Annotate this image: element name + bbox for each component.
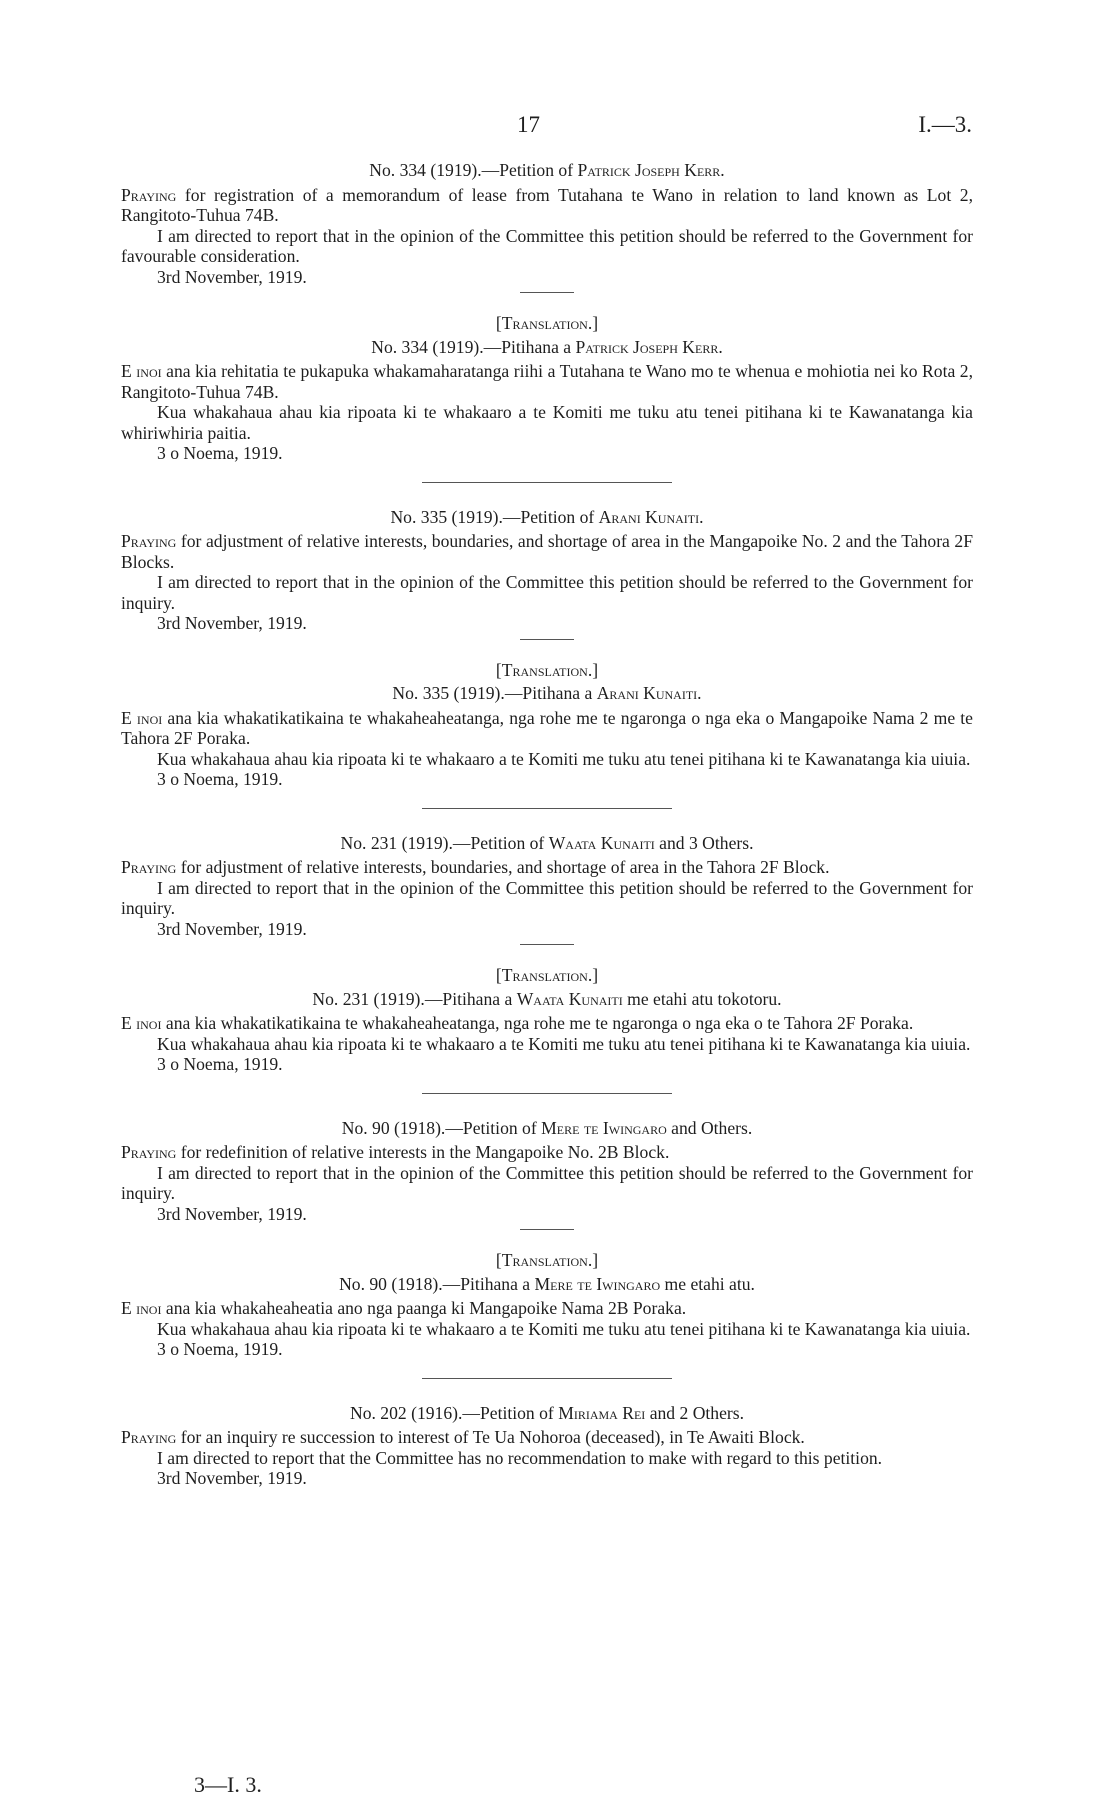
translation-report: Kua whakahaua ahau kia ripoata ki te whakaaro a te Komiti me tuku atu tenei pitihana ki te Kawanatanga kia uiuia. xyxy=(157,748,971,769)
translation-date: 3 o Noema, 1919. xyxy=(157,1054,283,1074)
committee-report: I am directed to report that in the opinion of the Committee this petition should be referred to the Government for inquiry. xyxy=(121,1162,973,1203)
petitions-content xyxy=(121,160,973,1489)
signature-mark: 3—I. 3. xyxy=(194,1772,262,1797)
petition-title: No. 335 (1919).—Petition of Arani Kunaiti. xyxy=(390,506,704,527)
page-number: 17 xyxy=(517,112,540,137)
translation-prayer: E inoi ana kia whakatikatikaina te whakaheaheatanga, nga rohe me te ngaronga o nga eka o Mangapoike Nama 2 me te Tahora 2F Poraka. xyxy=(121,707,973,748)
petition-section xyxy=(121,1118,973,1379)
report-date: 3rd November, 1919. xyxy=(157,266,307,287)
translation-prayer: E inoi ana kia rehitatia te pukapuka whakamaharatanga riihi a Tutahana te Wano mo te whenua e mohiotia nei ko Rota 2, Rangitoto-Tuhua 74B. xyxy=(121,361,973,402)
section-divider xyxy=(422,1378,672,1379)
petition-prayer: Praying for an inquiry re succession to interest of Te Ua Nohoroa (deceased), in Te Awaiti Block. xyxy=(121,1427,805,1447)
committee-report: I am directed to report that the Committee has no recommendation to make with regard to this petition. xyxy=(157,1447,883,1468)
petition-title: No. 202 (1916).—Petition of Miriama Rei and 2 Others. xyxy=(350,1402,744,1423)
short-divider xyxy=(520,1229,574,1230)
translation-report: Kua whakahaua ahau kia ripoata ki te whakaaro a te Komiti me tuku atu tenei pitihana ki te Kawanatanga kia uiuia. xyxy=(157,1033,971,1054)
petition-prayer: Praying for registration of a memorandum of lease from Tutahana te Wano in relation to land known as Lot 2, Rangitoto-Tuhua 74B. xyxy=(121,184,973,225)
petition-title: No. 334 (1919).—Petition of Patrick Joseph Kerr. xyxy=(369,160,725,180)
translation-prayer: E inoi ana kia whakatikatikaina te whakaheaheatanga, nga rohe me te ngaronga o nga eka o te Tahora 2F Poraka. xyxy=(121,1013,914,1033)
section-divider xyxy=(422,482,672,483)
committee-report: I am directed to report that in the opinion of the Committee this petition should be referred to the Government for favourable consideration. xyxy=(121,225,973,266)
petitioner-name: Arani Kunaiti xyxy=(598,506,700,527)
petition-title: No. 90 (1918).—Petition of Mere te Iwingaro and Others. xyxy=(341,1117,753,1138)
committee-report: I am directed to report that in the opinion of the Committee this petition should be referred to the Government for inquiry. xyxy=(121,877,973,918)
translation-date: 3 o Noema, 1919. xyxy=(157,443,283,463)
petition-prayer: Praying for redefinition of relative interests in the Mangapoike No. 2B Block. xyxy=(121,1142,670,1162)
petitioner-name: Mere te Iwingaro xyxy=(541,1117,667,1138)
petition-section xyxy=(121,160,973,483)
petition-prayer: Praying for adjustment of relative interests, boundaries, and shortage of area in the Tahora 2F Block. xyxy=(121,857,830,877)
translation-title: No. 334 (1919).—Pitihana a Patrick Joseph Kerr. xyxy=(371,336,723,357)
petitioner-name: Miriama Rei xyxy=(558,1402,646,1423)
translation-title: No. 90 (1918).—Pitihana a Mere te Iwingaro me etahi atu. xyxy=(339,1273,755,1294)
translation-label: [Translation.] xyxy=(495,1250,599,1270)
short-divider xyxy=(520,944,574,945)
petition-title: No. 231 (1919).—Petition of Waata Kunaiti and 3 Others. xyxy=(340,832,754,853)
translation-title: No. 231 (1919).—Pitihana a Waata Kunaiti me etahi atu tokotoru. xyxy=(312,988,782,1009)
short-divider xyxy=(520,292,574,293)
report-date: 3rd November, 1919. xyxy=(157,613,307,633)
translation-prayer: E inoi ana kia whakaheaheatia ano nga paanga ki Mangapoike Nama 2B Poraka. xyxy=(121,1298,687,1318)
petition-prayer: Praying for adjustment of relative interests, boundaries, and shortage of area in the Mangapoike No. 2 and the Tahora 2F Blocks. xyxy=(121,531,973,572)
report-date: 3rd November, 1919. xyxy=(157,1203,307,1224)
petitioner-name: Patrick Joseph Kerr xyxy=(577,160,721,180)
section-divider xyxy=(422,1093,672,1094)
translation-report: Kua whakahaua ahau kia ripoata ki te whakaaro a te Komiti me tuku atu tenei pitihana ki te Kawanatanga kia whiriwhiria paitia. xyxy=(121,402,973,443)
report-date: 3rd November, 1919. xyxy=(157,918,307,939)
translation-date: 3 o Noema, 1919. xyxy=(157,1339,283,1359)
page-header xyxy=(0,112,1114,142)
translation-label: [Translation.] xyxy=(495,313,599,333)
petition-section xyxy=(121,833,973,1094)
petitioner-name: Waata Kunaiti xyxy=(548,832,655,853)
translation-label: [Translation.] xyxy=(495,965,599,985)
section-divider xyxy=(422,808,672,809)
translation-report: Kua whakahaua ahau kia ripoata ki te whakaaro a te Komiti me tuku atu tenei pitihana ki te Kawanatanga kia uiuia. xyxy=(157,1318,971,1339)
petition-section xyxy=(121,507,973,809)
petition-section xyxy=(121,1403,973,1489)
translation-date: 3 o Noema, 1919. xyxy=(157,769,283,789)
translation-title: No. 335 (1919).—Pitihana a Arani Kunaiti. xyxy=(392,683,702,703)
parliamentary-paper-ref: I.—3. xyxy=(918,112,972,137)
short-divider xyxy=(520,639,574,640)
committee-report: I am directed to report that in the opinion of the Committee this petition should be referred to the Government for inquiry. xyxy=(121,572,973,613)
report-date: 3rd November, 1919. xyxy=(157,1468,307,1488)
translation-label: [Translation.] xyxy=(495,659,599,680)
